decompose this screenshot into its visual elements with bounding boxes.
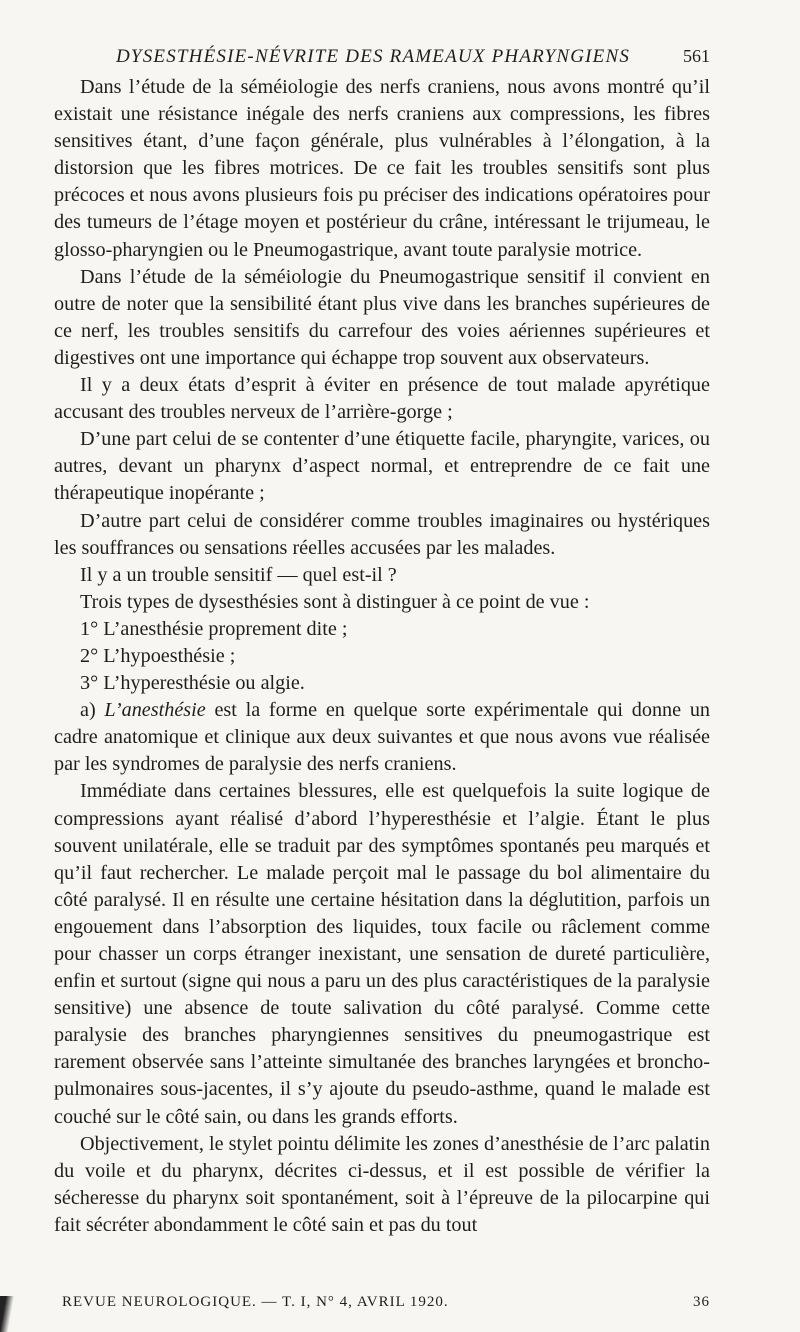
paragraph: Objectivement, le stylet pointu délimite les zones d’anesthésie de l’arc palatin du voile et du pharynx, décrites ci-dessus, et il est possible de vérifier la sécheresse du pharynx soit spontanément, soit à l’épreuve de la pilocarpine qui fait sécréter abondamment le côté sain et pas du tout	[54, 1132, 710, 1236]
running-header	[116, 46, 710, 68]
paragraph: Il y a un trouble sensitif — quel est-il ?	[80, 563, 397, 586]
running-title: DYSESTHÉSIE-NÉVRITE DES RAMEAUX PHARYNGIENS	[116, 46, 631, 67]
page-footer	[62, 1294, 710, 1311]
paragraph: Il y a deux états d’esprit à éviter en présence de tout malade apyrétique accusant des troubles nerveux de l’arrière-gorge ;	[54, 374, 710, 424]
section-a-text: est la forme en quelque sorte expérimentale qui donne un cadre anatomique et clinique aux deux suivantes et que nous avons vue réalisée par les syndromes de paralysie des nerfs craniens.	[54, 699, 711, 776]
paragraph: Dans l’étude de la séméiologie du Pneumogastrique sensitif il convient en outre de noter que la sensibilité étant plus vive dans les branches supérieures de ce nerf, les troubles sensitifs du carrefour des voies aériennes supérieures et digestives ont une importance qui échappe trop souvent aux observateurs.	[54, 265, 710, 369]
signature-mark: 36	[693, 1294, 710, 1310]
paragraph: D’autre part celui de considérer comme troubles imaginaires ou hystériques les souffrances ou sensations réelles accusées par les malades.	[54, 509, 710, 559]
list-item: 2° L’hypoesthésie ;	[80, 644, 236, 667]
scan-edge-mark	[0, 1296, 14, 1332]
list-item: 3° L’hyperesthésie ou algie.	[80, 672, 305, 695]
paragraph: D’une part celui de se contenter d’une étiquette facile, pharyngite, varices, ou autres, devant un pharynx d’aspect normal, et entreprendre de ce fait une thérapeutique inopérante ;	[54, 428, 710, 505]
section-a-label: a)	[80, 699, 96, 722]
page-body	[54, 46, 710, 1239]
paragraph: Dans l’étude de la séméiologie des nerfs craniens, nous avons montré qu’il existait une résistance inégale des nerfs craniens aux compressions, les fibres sensitives étant, d’une façon générale, plus vulnérables à l’élongation, à la distorsion que les fibres motrices. De ce fait les troubles sensitifs sont plus précoces et nous avons plusieurs fois pu préciser des indications opératoires pour des tumeurs de l’étage moyen et postérieur du crâne, intéressant le trijumeau, le glosso-pharyngien ou le Pneumogastrique, avant toute paralysie motrice.	[54, 76, 710, 261]
paragraph: Immédiate dans certaines blessures, elle est quelquefois la suite logique de compressions ayant réalisé d’abord l’hyperesthésie et l’algie. Étant le plus souvent unilatérale, elle se traduit par des symptômes spontanés peu marqués et qu’il faut rechercher. Le malade perçoit mal le passage du bol alimentaire du côté paralysé. Il en résulte une certaine hésitation dans la déglutition, parfois un engouement dans l’absorption des liquides, toux facile ou râclement comme pour chasser un corps étranger inexistant, une sensation de dureté particulière, enfin et surtout (signe qui nous a paru un des plus caractéristiques de la paralysie sensitive) une absence de toute salivation du côté paralysé. Comme cette paralysie des branches pharyngiennes sensitives du pneumogastrique est rarement observée sans l’atteinte simultanée des branches laryngées et broncho-pulmonaires sous-jacentes, il s’y ajoute du pseudo-asthme, quand le malade est couché sur le côté sain, ou dans les grands efforts.	[54, 780, 710, 1128]
article-text	[54, 74, 710, 1239]
paragraph: Trois types de dysesthésies sont à distinguer à ce point de vue :	[80, 590, 590, 613]
section-a-term: L’anesthésie	[104, 699, 206, 722]
list-item: 1° L’anesthésie proprement dite ;	[80, 617, 348, 640]
journal-citation: REVUE NEUROLOGIQUE. — T. I, N° 4, AVRIL 1920.	[62, 1294, 449, 1310]
section-a-paragraph	[54, 697, 710, 778]
page-number: 561	[683, 46, 710, 66]
